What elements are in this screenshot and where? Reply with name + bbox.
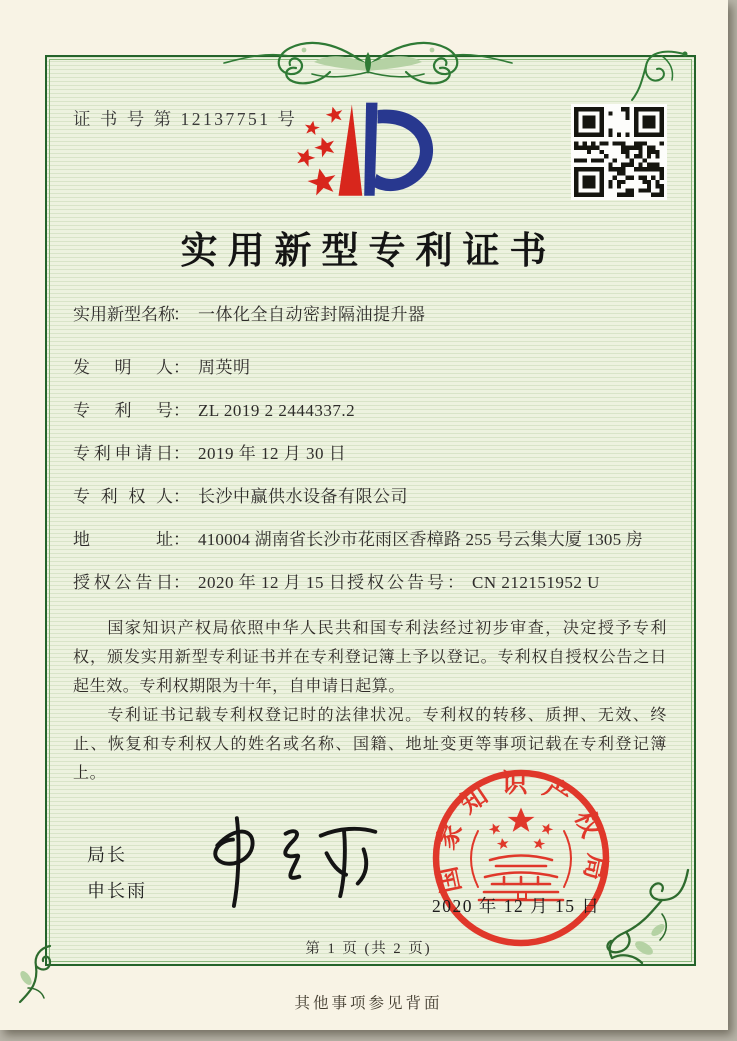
field-value: 周英明	[198, 358, 251, 377]
signer-block	[87, 841, 147, 903]
legal-paragraph: 国家知识产权局依照中华人民共和国专利法经过初步审查，决定授予专利权，颁发实用新型专利证书并在专利登记簿上予以登记。专利权自授权公告之日起生效。专利权期限为十年，自申请日起算。	[73, 620, 667, 695]
field-value: 一体化全自动密封隔油提升器	[198, 305, 426, 324]
field-list	[73, 302, 673, 613]
field-label: 地址	[73, 530, 173, 549]
seal-ring-text: 国家知识产权局	[429, 769, 613, 896]
signer-name: 申长雨	[87, 881, 147, 901]
field-label: 授权公告号	[347, 573, 447, 592]
certificate-title: 实用新型专利证书	[180, 231, 557, 272]
field-label: 专利权人	[73, 487, 173, 506]
seal-date: 2020 年 12 月 15 日	[432, 896, 601, 916]
colon: ：	[173, 573, 190, 592]
field-value: ZL 2019 2 2444337.2	[198, 401, 356, 420]
colon: ：	[173, 401, 190, 420]
field-label: 实用新型名称	[73, 305, 175, 324]
field-label: 授权公告日	[73, 573, 173, 592]
field-row-patentee	[73, 484, 673, 510]
back-side-note: 其他事项参见背面	[294, 995, 443, 1012]
field-row-name	[73, 302, 673, 328]
field-row-address	[73, 527, 673, 553]
field-label: 专利号	[73, 401, 173, 420]
national-emblem-icon	[487, 808, 555, 850]
top-right-ornament-icon	[612, 42, 694, 104]
legal-paragraph: 专利证书记载专利权登记时的法律状况。专利权的转移、质押、无效、终止、恢复和专利权人的姓名或名称、国籍、地址变更等事项记载在专利登记簿上。	[73, 707, 667, 782]
colon: ：	[173, 530, 190, 549]
top-border-ornament-icon	[218, 26, 518, 94]
colon: ：	[173, 305, 190, 324]
colon: ：	[173, 444, 190, 463]
certificate-number: 证 书 号 第 12137751 号	[73, 109, 298, 129]
colon: ：	[173, 487, 190, 506]
field-row-patent-no	[73, 398, 673, 424]
field-label: 专利申请日	[73, 444, 173, 463]
signature-shen-changyu-icon	[192, 812, 387, 914]
field-value: 2020 年 12 月 15 日	[198, 573, 347, 592]
page-number: 第 1 页 (共 2 页)	[305, 941, 432, 957]
legal-text	[73, 614, 667, 788]
cnipa-official-seal	[426, 763, 616, 953]
qr-code	[574, 107, 664, 197]
field-grant-number	[347, 570, 600, 596]
field-row-grant-date	[73, 570, 673, 596]
field-value: CN 212151952 U	[472, 573, 600, 592]
field-value: 长沙中赢供水设备有限公司	[198, 487, 408, 506]
signer-title: 局长	[87, 845, 127, 865]
field-row-filing-date	[73, 441, 673, 467]
cnipa-logo-icon	[292, 97, 444, 207]
field-value: 410004 湖南省长沙市花雨区香樟路 255 号云集大厦 1305 房	[198, 530, 643, 549]
field-value: 2019 年 12 月 30 日	[198, 444, 347, 463]
field-row-inventor	[73, 355, 673, 381]
colon: ：	[447, 573, 464, 592]
colon: ：	[173, 358, 190, 377]
field-label: 发明人	[73, 358, 173, 377]
